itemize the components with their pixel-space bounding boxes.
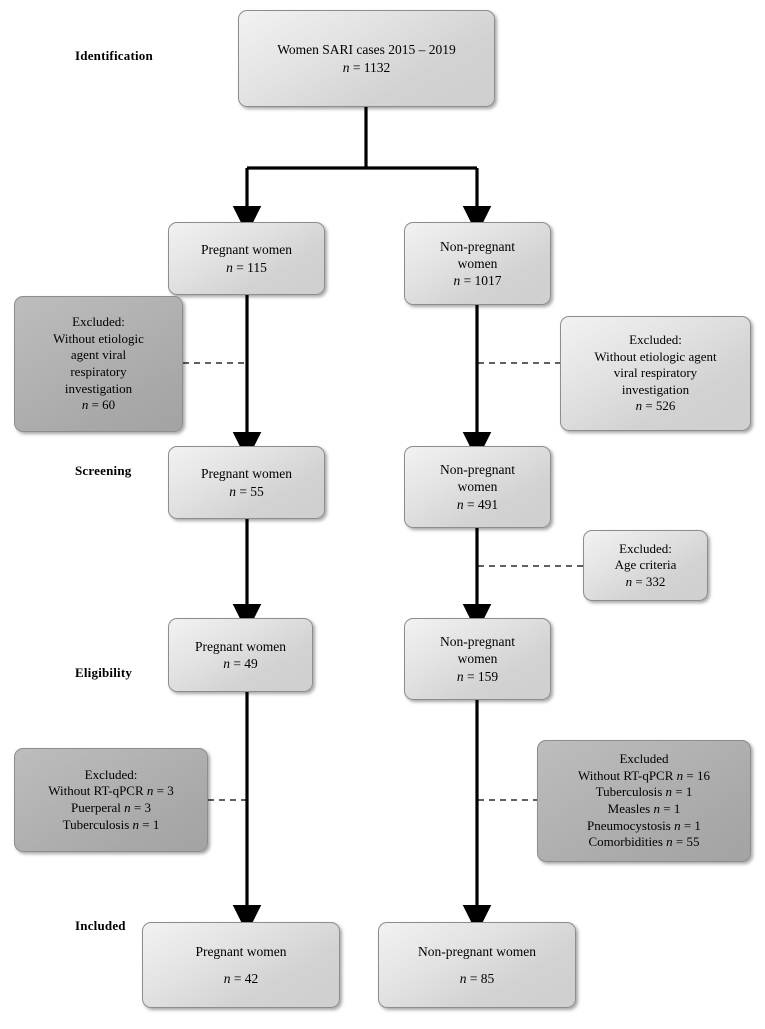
node-line: Measles n = 1 xyxy=(607,801,681,816)
node-line: Pneumocystosis n = 1 xyxy=(587,817,701,833)
node-line: Non-pregnant xyxy=(440,462,515,478)
node-excluded-right-rtqpcr xyxy=(537,740,751,862)
node-line: Pregnant women xyxy=(200,466,293,482)
node-line: n = 60 xyxy=(81,397,116,413)
node-line: Excluded: xyxy=(619,540,672,556)
node-line: Without RT-qPCR n = 3 xyxy=(48,783,174,799)
node-line: n = 55 xyxy=(229,483,264,499)
node-line: Age criteria xyxy=(614,557,677,573)
node-nonpregnant-eligibility xyxy=(404,618,551,700)
node-nonpregnant-screening xyxy=(404,446,551,528)
node-line: Excluded xyxy=(619,751,669,767)
node-line: women xyxy=(457,479,498,495)
stage-label-screening: Screening xyxy=(75,463,132,478)
node-nonpregnant-included xyxy=(378,922,576,1008)
node-line: Without etiologic agent xyxy=(594,348,717,364)
node-line: respiratory xyxy=(70,364,127,379)
node-excluded-left-rtqpcr xyxy=(14,748,208,852)
node-line: n = 1132 xyxy=(342,59,391,75)
node-line: n = 159 xyxy=(456,668,499,684)
stage-label-identification: Identification xyxy=(75,48,153,63)
node-line: women xyxy=(457,651,498,667)
node-line: Tuberculosis n = 1 xyxy=(595,784,693,800)
node-line: n = 526 xyxy=(635,398,676,414)
node-line: Pregnant women xyxy=(200,242,293,258)
node-line: Pregnant women xyxy=(195,943,287,959)
node-line: Comorbidities n = 55 xyxy=(588,834,700,850)
stage-label-eligibility: Eligibility xyxy=(75,665,133,680)
node-line: Women SARI cases 2015 – 2019 xyxy=(277,42,456,58)
node-line: n = 85 xyxy=(459,971,495,986)
node-line: Without etiologic xyxy=(53,330,144,346)
node-line: Non-pregnant xyxy=(440,238,515,254)
node-pregnant-eligibility xyxy=(168,618,313,692)
node-excluded-right-etiologic xyxy=(560,316,751,431)
node-line: women xyxy=(457,255,498,271)
node-line: Non-pregnant women xyxy=(417,943,537,959)
node-line: Pregnant women xyxy=(194,638,287,654)
node-line: Puerperal n = 3 xyxy=(71,800,151,815)
node-line: Excluded: xyxy=(629,331,682,347)
stage-label-included: Included xyxy=(75,918,126,933)
node-line: viral respiratory xyxy=(613,365,698,381)
node-women-sari-cases xyxy=(238,10,495,107)
node-line: investigation xyxy=(64,380,133,396)
node-line: n = 42 xyxy=(223,971,259,986)
node-line: n = 491 xyxy=(456,496,499,512)
node-line: n = 332 xyxy=(625,573,666,589)
node-line: n = 49 xyxy=(223,656,258,671)
node-line: Without RT-qPCR n = 16 xyxy=(578,767,710,783)
node-pregnant-screening xyxy=(168,446,325,519)
node-line: investigation xyxy=(621,381,690,397)
node-line: Tuberculosis n = 1 xyxy=(62,816,160,832)
node-excluded-age-criteria xyxy=(583,530,708,601)
node-line: Excluded: xyxy=(84,766,138,782)
node-line: n = 1017 xyxy=(453,273,502,289)
node-pregnant-included xyxy=(142,922,340,1008)
node-excluded-left-etiologic xyxy=(14,296,183,432)
node-line: Excluded: xyxy=(72,314,125,330)
node-nonpregnant-identification xyxy=(404,222,551,305)
node-line: n = 115 xyxy=(226,259,267,275)
node-pregnant-identification xyxy=(168,222,325,295)
node-line: agent viral xyxy=(70,347,127,363)
node-line: Non-pregnant xyxy=(440,634,515,650)
